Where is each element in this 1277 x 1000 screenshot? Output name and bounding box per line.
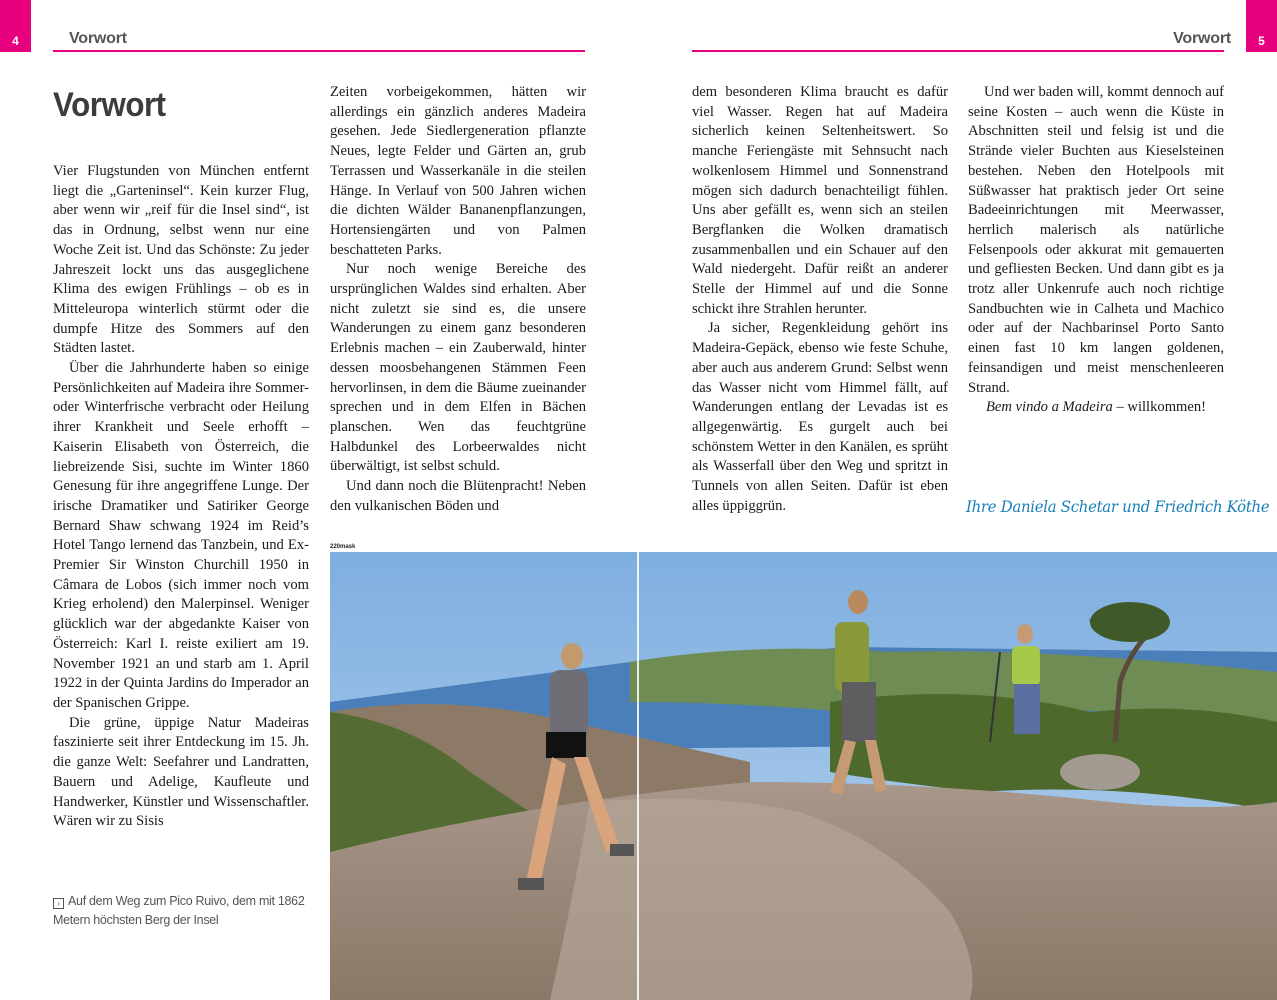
text-column-1 — [53, 162, 309, 832]
paragraph: Ja sicher, Regenkleidung gehört ins Madeira-Gepäck, ebenso wie feste Schuhe, aber auch aus anderem Grund: Selbst wenn das Wasser nicht vom Himmel fällt, auf Wanderungen entlang der Levadas ist es allgegenwärtig. Es gurgelt auch bei schönstem Wetter in den Kanälen, es sprüht als Wasserfall über den Weg und spritzt in Tunnels von allen Seiten. Dafür ist eben alles üppiggrün. — [692, 320, 948, 514]
paragraph: Zeiten vorbeigekommen, hätten wir allerdings ein gänzlich anderes Madeira gesehen. Jede Siedlergeneration pflanzte Neues, legte Felder und Gärten an, grub Terrassen und Wasserkanäle in die steilen Hänge. In Verlauf von 500 Jahren wichen die dichten Wälder Bananenpflanzungen, Hortensiengärten und von Palmen beschatteten Parks. — [330, 84, 586, 258]
paragraph: Vier Flugstunden von München entfernt liegt die „Garteninsel“. Kein kurzer Flug, aber wenn wir „reif für die Insel sind“, ist das in Ordnung, selbst wenn nur eine Woche Zeit ist. Und das Schönste: Zu jeder Jahreszeit lockt uns das ausgeglichene Klima des ewigen Frühlings – ob es in Mitteleuropa winterlich stürmt oder die dumpfe Hitze des Sommers auf den Städten lastet. — [53, 163, 309, 357]
text-column-4 — [968, 83, 1224, 418]
paragraph: Über die Jahrhunderte haben so einige Persönlichkeiten auf Madeira ihre Sommer- oder Winterfrische verbracht oder Heilung ihrer Krankheit und Seele erhofft – Kaiserin Elisabeth von Österreich, die liebreizende Sisi, suchte im Winter 1860 Genesung für ihre angegriffene Lunge. Der irische Dramatiker und Satiriker George Bernard Shaw schwang 1924 im Reid’s Hotel Tango lernend das Tanzbein, und Ex-Premier Sir Winston Churchill 1950 in Câmara de Lobos (sich immer noch vom Krieg erholend) den Malerpinsel. Weniger glücklich war der abgedankte Kaiser von Österreich: Karl I. reiste exiliert am 19. November 1921 an und starb am 1. April 1922 in der Quinta Jardins do Imperador an der Spanischen Grippe. — [53, 360, 309, 711]
running-head-right: Vorwort — [1173, 30, 1231, 47]
text-column-2 — [330, 83, 586, 516]
caption-text: Auf dem Weg zum Pico Ruivo, dem mit 1862 Metern höchsten Berg der Insel — [53, 894, 305, 927]
chapter-title: Vorwort — [53, 86, 166, 124]
paragraph: dem besonderen Klima braucht es dafür viel Wasser. Regen hat auf Madeira sicherlich keinen Seltenheitswert. So manche Feriengäste mit Sehnsucht nach wolkenlosem Himmel und Sonnenstrand mögen sich dadurch benachteiligt fühlen. Uns aber gefällt es, wenn sich an steilen Bergflanken die Wolken dramatisch zusammenballen und ein Schauer auf den Wald niedergeht. Dafür reißt an anderer Stelle der Himmel auf und die Sonne schickt ihre Strahlen herunter. — [692, 84, 948, 317]
landscape-illustration — [330, 552, 1277, 1000]
text-column-3 — [692, 83, 948, 516]
closing-translation: – willkommen! — [1112, 399, 1207, 416]
photo-label: 220mask — [330, 544, 356, 550]
header-rule-right — [692, 50, 1224, 52]
closing-line — [968, 398, 1224, 418]
photo-caption — [53, 892, 309, 930]
paragraph: Die grüne, üppige Natur Madeiras faszinierte seit ihrer Entdeckung im 15. Jh. die ganze Welt: Seefahrer und Landratten, Bauern und Adelige, Kaufleute und Handwerker, Künstler und Wissenschaftler. Wären wir zu Sisis — [53, 714, 309, 830]
page-gutter — [637, 552, 639, 1000]
page-number-left: 4 — [0, 0, 31, 52]
page-number-right: 5 — [1246, 0, 1277, 52]
header-rule-left — [53, 50, 585, 52]
paragraph: Und dann noch die Blütenpracht! Neben den vulkanischen Böden und — [330, 478, 586, 514]
paragraph: Und wer baden will, kommt dennoch auf seine Kosten – auch wenn die Küste in Abschnitten steil und felsig ist und die Strände vieler Buchten aus Kieselsteinen bestehen. Neben den Hotelpools mit Süßwasser hat praktisch jeder Ort seine Badeeinrichtungen mit Meerwasser, herrlich malerisch als natürliche Felsenpools oder akkurat mit gemauerten und gefliesten Becken. Und dann gibt es ja trotz aller Unkenrufe auch noch richtige Sandbuchten wie in Calheta und Machico oder auf der Nachbarinsel Porto Santo einen fast 10 km langen goldenen, feinsandigen und meist menschenleeren Strand. — [968, 84, 1224, 396]
paragraph: Nur noch wenige Bereiche des ursprünglichen Waldes sind erhalten. Aber nicht zuletzt sie sind es, die unsere Wanderungen zu einem ganz besonderen Erlebnis machen – ein Zauberwald, hinter dessen moosbehangenen Stämmen Feen hervorlinsen, in dem die Bäume zueinander sprechen und in dem Elfen in Bächen planschen. Wen das feuchtgrüne Halbdunkel des Lorbeerwaldes nicht überwältigt, ist selbst schuld. — [330, 261, 586, 475]
arrow-icon: › — [53, 898, 64, 909]
hiking-photo — [330, 552, 1277, 1000]
closing-greeting: Bem vindo a Madeira — [985, 399, 1113, 416]
running-head-left: Vorwort — [69, 30, 127, 47]
author-signature: Ihre Daniela Schetar und Friedrich Köthe — [966, 497, 1270, 516]
